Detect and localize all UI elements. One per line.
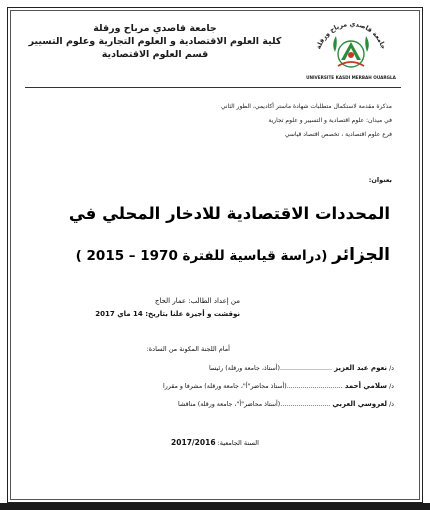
- memo-line-3: فرع علوم اقتصادية ، تخصص اقتصاد قياسي: [284, 131, 392, 138]
- memo-line-2: في ميدان: علوم اقتصادية و التسيير و علوم تجارية: [268, 117, 392, 124]
- jury-prefix: د/: [389, 383, 394, 390]
- jury-member-name: لعروسي العربي: [332, 400, 388, 408]
- jury-heading: أمام اللجنة المكونة من السادة:: [146, 345, 230, 353]
- department-name: قسم العلوم الاقتصادية: [101, 49, 209, 60]
- jury-prefix: د/: [389, 401, 394, 408]
- jury-member-row: [34, 398, 394, 411]
- defense-date: نوقشت و أجيزة علنا بتاريخ: 14 ماي 2017: [95, 310, 240, 318]
- student-name: من إعداد الطالب: عمار الحاج: [154, 297, 240, 305]
- jury-member-row: [34, 380, 394, 393]
- jury-prefix: د/: [389, 365, 394, 372]
- thesis-title-period: (دراسة قياسية للفترة 1970 – 2015 ): [75, 248, 333, 264]
- jury-member-name: سلامي أحمد: [344, 382, 388, 390]
- memo-line-1: مذكرة مقدمة لاستكمال متطلبات شهادة ماستر أكاديمي، الطور الثاني: [220, 103, 392, 110]
- jury-member-name: نعوم عبد العزيز: [334, 364, 388, 372]
- university-name: جامعة قاصدي مرباح ورقلة: [93, 23, 217, 34]
- header-divider: [25, 87, 401, 88]
- university-logo: [305, 14, 397, 84]
- jury-member-role: ..........................(أستاذ، جامعة ورقلة) رئيسا: [209, 365, 333, 372]
- academic-year-value: 2017/2016: [171, 438, 216, 447]
- jury-member-role: ............................(أستاذ محاضر"أ"، جامعة ورقلة) مشرفا و مقررا: [163, 383, 343, 390]
- logo-arabic-text: جامعة قاصدي مرباح ورقلة: [314, 19, 388, 51]
- logo-latin-text: UNIVERSITE KASDI MERBAH OUARGLA: [306, 75, 396, 80]
- jury-member-role: .........................(أستاذ محاضر"أ"، جامعة ورقلة) مناقشا: [178, 401, 331, 408]
- title-label: بعنوان:: [368, 176, 392, 184]
- thesis-title-line-1: المحددات الاقتصادية للادخار المحلي في: [68, 204, 390, 223]
- window-bottom-bar: [0, 503, 430, 510]
- academic-year: [0, 438, 430, 447]
- thesis-title-line-2: [50, 244, 390, 267]
- thesis-title-country: الجزائر: [332, 245, 390, 265]
- academic-year-label: السنة الجامعية:: [215, 439, 259, 447]
- jury-member-row: [34, 362, 394, 375]
- faculty-name: كلية العلوم الاقتصادية و العلوم التجارية وعلوم التسيير: [28, 36, 282, 47]
